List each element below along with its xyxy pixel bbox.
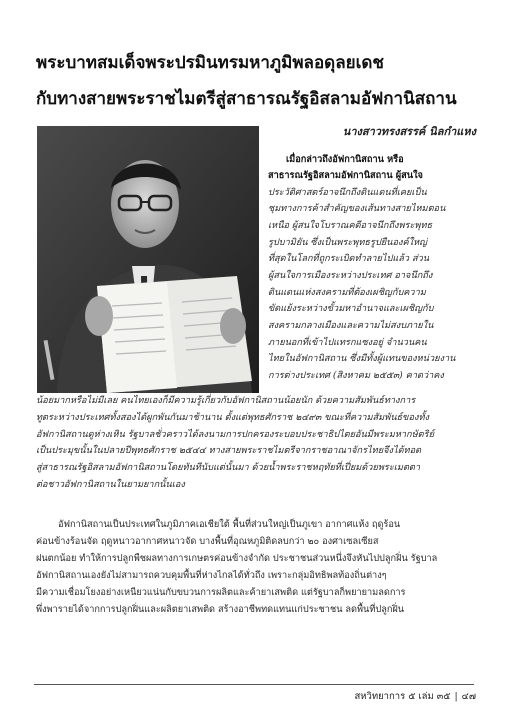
body-line: ฝนตกน้อย ทำให้การปลูกพืชผลทางการเกษตรค่อนข้างจำกัด ประชาชนส่วนหนึ่งจึงหันไปปลูกฝิ่น รัฐบาล bbox=[36, 553, 438, 564]
body-line: ค่อนข้างร้อนจัด ฤดูหนาวอากาศหนาวจัด บางพื้นที่อุณหภูมิติดลบกว่า ๒๐ องศาเซลเซียส bbox=[36, 536, 379, 547]
body-line: ขัดแย้งระหว่างขั้วมหาอำนาจและเผชิญกับ bbox=[268, 303, 434, 314]
page-number: ๔๗ bbox=[461, 691, 476, 702]
body-line: อัฟกานิสถานเองยังไม่สามารถควบคุมพื้นที่ห่างไกลได้ทั่วถึง เพราะกลุ่มอิทธิพลท้องถิ่นต่างๆ bbox=[36, 570, 387, 581]
body-line: เป็นประมุขนั้นในปลายปีพุทธศักราช ๒๕๔๔ ทางสายพระราชไมตรีจากราชอาณาจักรไทยจึงได้ทอด bbox=[36, 445, 422, 456]
footer-divider bbox=[34, 684, 474, 685]
body-line: อัฟกานิสถานดูห่างเหิน รัฐบาลชั่วคราวได้ลงนามการปกครองระบอบประชาธิปไตยอันมีพระมหากษัตริย์ bbox=[36, 429, 434, 440]
article-author: นางสาวทรงสรรค์ นิลกำแหง bbox=[342, 125, 476, 138]
king-reading-newspaper-photo bbox=[37, 126, 259, 393]
body-line: อัฟกานิสถานเป็นประเทศในภูมิภาคเอเชียใต้ พื้นที่ส่วนใหญ่เป็นภูเขา อากาศแห้ง ฤดูร้อน bbox=[58, 519, 401, 530]
body-line: สู่สาธารณรัฐอิสลามอัฟกานิสถานโดยทันทีนับแต่นั้นมา ด้วยน้ำพระราชหฤทัยที่เปี่ยมด้วยพระเมตตา bbox=[36, 462, 421, 473]
body-line: สงครามกลางเมืองและความไม่สงบภายใน bbox=[268, 320, 434, 331]
body-line: เมื่อกล่าวถึงอัฟกานิสถาน หรือ bbox=[286, 154, 404, 165]
body-line: สาธารณรัฐอิสลามอัฟกานิสถาน ผู้สนใจ bbox=[268, 170, 423, 181]
body-line: ดินแดนแห่งสงครามที่ต้องเผชิญกับความ bbox=[268, 287, 426, 298]
body-line: รูปบามิยัน ซึ่งเป็นพระพุทธรูปยืนองค์ใหญ่ bbox=[268, 237, 427, 248]
journal-name: สหวิทยาการ ๕ เล่ม ๓๕ bbox=[354, 691, 451, 702]
body-line: น้อยมากหรือไม่มีเลย คนไทยเองก็มีความรู้เกี่ยวกับอัฟกานิสถานน้อยนัก ด้วยความสัมพันธ์ทางการ bbox=[36, 395, 416, 406]
body-line: ไทยในอัฟกานิสถาน ซึ่งมีทั้งผู้แทนของหน่วยงาน bbox=[268, 353, 456, 364]
page-footer bbox=[354, 689, 476, 704]
body-line: ที่สุดในโลกที่ถูกระเบิดทำลายไปแล้ว ส่วน bbox=[268, 253, 430, 264]
body-line: พึ่งพารายได้จากการปลูกฝิ่นและผลิตยาเสพติด สร้างอาชีพทดแทนแก่ประชาชน ลดพื้นที่ปลูกฝิ่น bbox=[36, 604, 405, 615]
footer-separator: | bbox=[454, 691, 458, 702]
body-line: ต่อชาวอัฟกานิสถานในยามยากนั้นเอง bbox=[36, 479, 185, 490]
body-line: ทูตระหว่างประเทศทั้งสองได้ผูกพันกันมาช้านาน ตั้งแต่พุทธศักราช ๒๔๙๓ ขณะที่ความสัมพันธ์ของทั้ง bbox=[36, 412, 429, 423]
article-title-line-1: พระบาทสมเด็จพระปรมินทรมหาภูมิพลอดุลยเดช bbox=[36, 53, 384, 73]
body-line: การต่างประเทศ (สิงหาคม ๒๕๕๓) คาดว่าคง bbox=[268, 370, 444, 381]
body-line: ผู้สนใจการเมืองระหว่างประเทศ อาจนึกถึง bbox=[268, 270, 433, 281]
body-line: ชุมทางการค้าสำคัญของเส้นทางสายไหมตอน bbox=[268, 203, 446, 214]
body-line: เหนือ ผู้สนใจโบราณคดีอาจนึกถึงพระพุทธ bbox=[268, 220, 433, 231]
article-title-line-2: กับทางสายพระราชไมตรีสู่สาธารณรัฐอิสลามอัฟกานิสถาน bbox=[36, 89, 457, 109]
photo-illustration bbox=[37, 126, 259, 393]
body-line: ประวัติศาสตร์อาจนึกถึงดินแดนที่เคยเป็น bbox=[268, 187, 427, 198]
body-line: มีความเชื่อมโยงอย่างเหนียวแน่นกับขบวนการผลิตและค้ายาเสพติด แต่รัฐบาลก็พยายามลดการ bbox=[36, 587, 406, 598]
body-line: ภายนอกที่เข้าไปแทรกแซงอยู่ จำนวนคน bbox=[268, 337, 427, 348]
